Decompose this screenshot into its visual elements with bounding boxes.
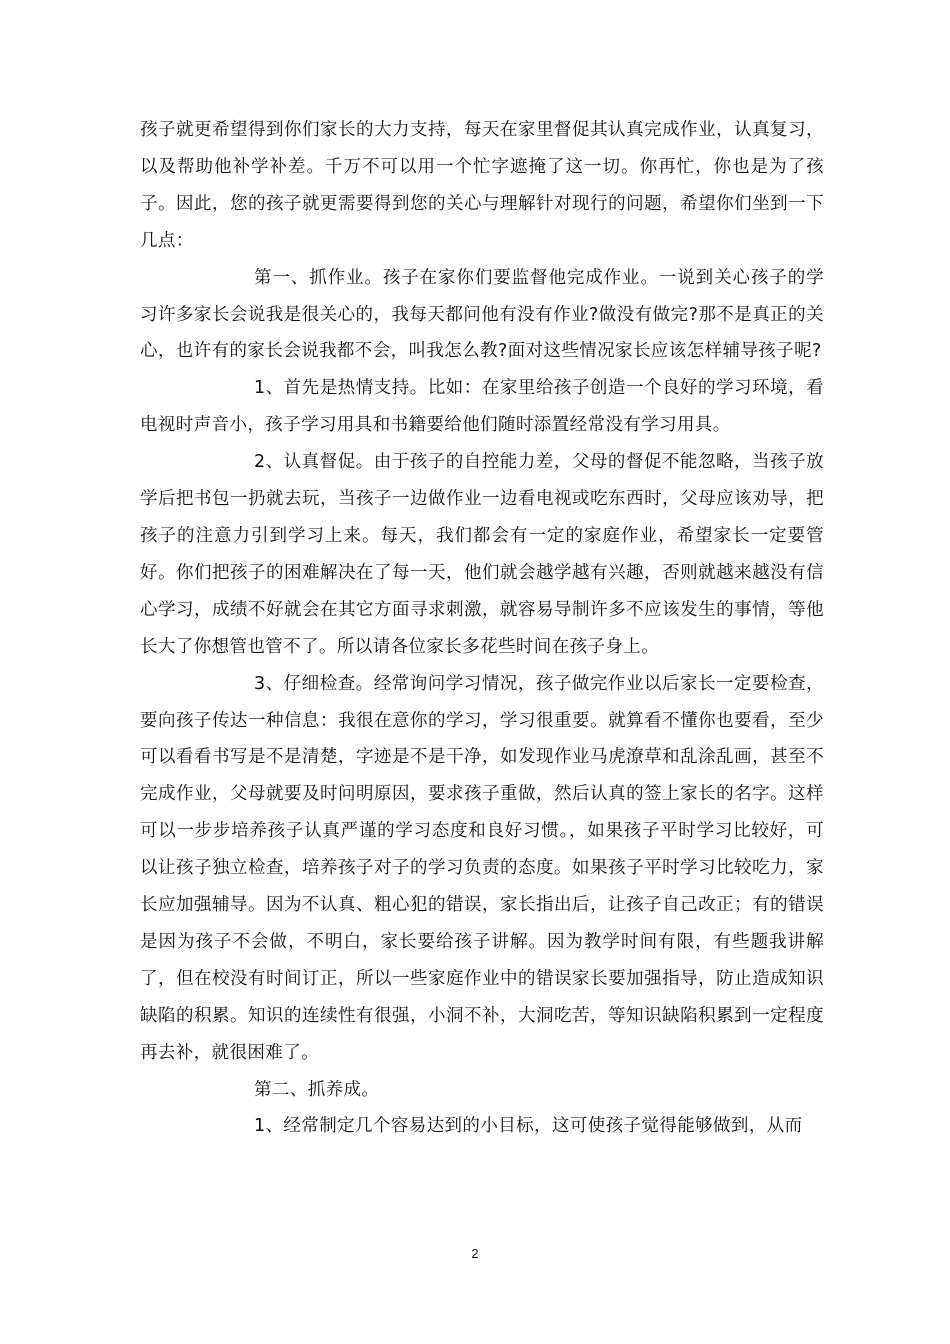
page-number: 2 [471, 1246, 479, 1261]
paragraph-section-one-heading: 第一、抓作业。孩子在家你们要监督他完成作业。一说到关心孩子的学习许多家长会说我是很关心的，我每天都问他有没有作业?做没有做完?那不是真正的关心，也许有的家长会说我都不会，叫我怎么教?面对这些情况家长应该怎样辅导孩子呢? [140, 267, 824, 362]
paragraph-point-3: 3、仔细检查。经常询问学习情况，孩子做完作业以后家长一定要检查，要向孩子传达一种信息：我很在意你的学习，学习很重要。就算看不懂你也要看，至少可以看看书写是不是清楚，字迹是不是干净，如发现作业马虎潦草和乱涂乱画，甚至不完成作业，父母就要及时问明原因，要求孩子重做，然后认真的签上家长的名字。这样可以一步步培养孩子认真严谨的学习态度和良好习惯。，如果孩子平时学习比较好，可以让孩子独立检查，培养孩子对子的学习负责的态度。如果孩子平时学习比较吃力，家长应加强辅导。因为不认真、粗心犯的错误，家长指出后，让孩子自己改正；有的错误是因为孩子不会做，不明白，家长要给孩子讲解。因为教学时间有限，有些题我讲解了，但在校没有时间订正，所以一些家庭作业中的错误家长要加强指导，防止造成知识缺陷的积累。知识的连续性有很强，小洞不补，大洞吃苦，等知识缺陷积累到一定程度再去补，就很困难了。 [140, 673, 824, 1063]
body-text [140, 112, 824, 1145]
paragraph-section-two-heading: 第二、抓养成。 [254, 1079, 380, 1100]
paragraph-point-2: 2、认真督促。由于孩子的自控能力差，父母的督促不能忽略，当孩子放学后把书包一扔就去玩，当孩子一边做作业一边看电视或吃东西时，父母应该劝导，把孩子的注意力引到学习上来。每天，我们都会有一定的家庭作业，希望家长一定要管好。你们把孩子的困难解决在了每一天，他们就会越学越有兴趣，否则就越来越没有信心学习，成绩不好就会在其它方面寻求刺激，就容易导制许多不应该发生的事情，等他长大了你想管也管不了。所以请各位家长多花些时间在孩子身上。 [140, 452, 824, 657]
paragraph-point-1: 1、首先是热情支持。比如：在家里给孩子创造一个良好的学习环境，看电视时声音小，孩子学习用具和书籍要给他们随时添置经常没有学习用具。 [140, 378, 824, 436]
paragraph-section-two-point-1: 1、经常制定几个容易达到的小目标，这可使孩子觉得能够做到，从而 [254, 1116, 803, 1137]
paragraph-intro: 孩子就更希望得到你们家长的大力支持，每天在家里督促其认真完成作业，认真复习，以及帮助他补学补差。千万不可以用一个忙字遮掩了这一切。你再忙，你也是为了孩子。因此，您的孩子就更需要得到您的关心与理解针对现行的问题，希望你们坐到一下几点： [140, 120, 824, 251]
